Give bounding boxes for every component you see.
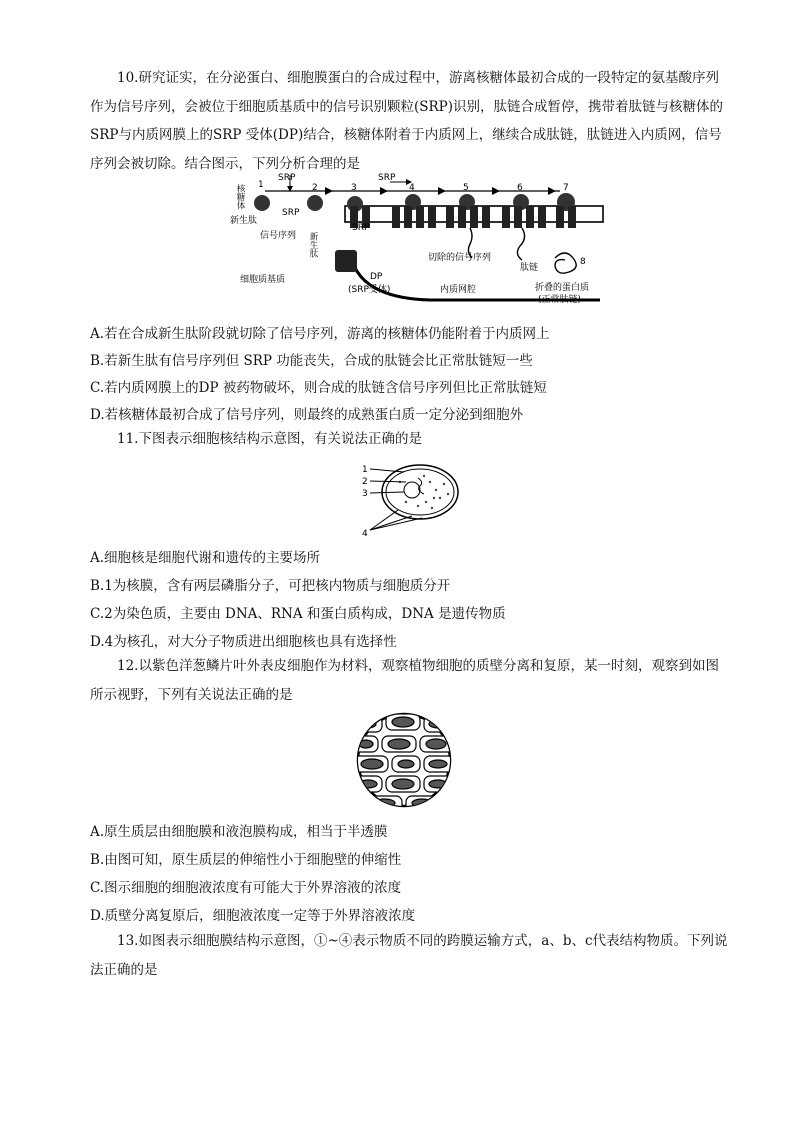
dp-receptor-label: (SRP受体) (348, 285, 391, 295)
step-label: 4 (409, 183, 415, 193)
nucleus-figure (360, 462, 470, 542)
cytoplasm-label: 细胞质基质 (240, 275, 286, 285)
question-13 (90, 927, 730, 984)
step-label: 1 (258, 180, 264, 190)
nucleus-label-4: 4 (362, 529, 368, 539)
question-12-option-c[interactable]: C.图示细胞的细胞液浓度有可能大于外界溶液的浓度 (90, 880, 402, 896)
question-12-option-d[interactable]: D.质壁分离复原后，细胞液浓度一定等于外界溶液浓度 (90, 908, 416, 924)
step-label: 5 (463, 183, 469, 193)
question-12-option-b[interactable]: B.由图可知，原生质层的伸缩性小于细胞壁的伸缩性 (90, 852, 402, 868)
question-10-option-b[interactable]: B.若新生肽有信号序列但 SRP 功能丧失，合成的肽链会比正常肽链短一些 (90, 353, 533, 369)
normal-peptide-label: (正常肽链) (538, 295, 582, 305)
step-label: 7 (563, 183, 569, 193)
question-10-option-d[interactable]: D.若核糖体最初合成了信号序列，则最终的成熟蛋白质一定分泌到细胞外 (90, 407, 524, 423)
nucleus-label-1: 1 (362, 465, 368, 475)
question-10-option-c[interactable]: C.若内质网膜上的DP 被药物破坏，则合成的肽链含信号序列但比正常肽链短 (90, 380, 547, 396)
step-label: 2 (312, 183, 318, 193)
ribosome-label: 核糖体 (235, 184, 245, 210)
step-label: 3 (351, 183, 357, 193)
srp-pathway-figure (230, 170, 610, 312)
question-11-option-b[interactable]: B.1为核膜，含有两层磷脂分子，可把核内物质与细胞质分开 (90, 578, 451, 594)
question-11 (90, 425, 730, 454)
dp-label: DP (370, 272, 383, 282)
question-11-option-c[interactable]: C.2为染色质，主要由 DNA、RNA 和蛋白质构成，DNA 是遗传物质 (90, 606, 506, 622)
question-10-stem: 10.研究证实，在分泌蛋白、细胞膜蛋白的合成过程中，游离核糖体最初合成的一段特定的氨基酸序列作为信号序列，会被位于细胞质基质中的信号识别颗粒(SRP)识别，肽链合成暂停，携带着肽链与核糖体的SRP与内质网膜上的SRP 受体(DP)结合，核糖体附着于内质网上，继续合成肽链，肽链进入内质网，信号序列会被切除。结合图示，下列分析合理的是 (90, 70, 724, 172)
folded-protein-label: 折叠的蛋白质 (535, 283, 590, 293)
question-10 (90, 64, 730, 178)
cut-signal-label: 切除的信号序列 (428, 253, 492, 263)
question-10-option-a[interactable]: A.若在合成新生肽阶段就切除了信号序列，游离的核糖体仍能附着于内质网上 (90, 326, 550, 342)
er-lumen-label: 内质网腔 (440, 285, 477, 295)
step-label: 8 (580, 257, 586, 267)
step-label: 6 (517, 183, 523, 193)
nucleus-label-3: 3 (362, 489, 368, 499)
srp-label: SRP (378, 173, 396, 183)
question-11-option-d[interactable]: D.4为核孔，对大分子物质进出细胞核也具有选择性 (90, 634, 397, 650)
question-11-stem: 11.下图表示细胞核结构示意图，有关说法正确的是 (117, 431, 422, 447)
question-12 (90, 652, 730, 709)
new-peptide-label: 新生肽 (230, 216, 258, 226)
srp-label: SRP (278, 173, 296, 183)
srp-label: SRP (352, 223, 370, 233)
question-12-stem: 12.以紫色洋葱鳞片叶外表皮细胞作为材料，观察植物细胞的质壁分离和复原，某一时刻，观察到如图所示视野，下列有关说法正确的是 (90, 658, 719, 703)
peptide-chain-label: 肽链 (520, 263, 539, 273)
new-peptide-label-2: 新生肽 (308, 232, 318, 258)
srp-label: SRP (282, 208, 300, 218)
question-11-option-a[interactable]: A.细胞核是细胞代谢和遗传的主要场所 (90, 550, 321, 566)
question-13-stem: 13.如图表示细胞膜结构示意图，①~④表示物质不同的跨膜运输方式，a、b、c代表结构物质。下列说法正确的是 (90, 933, 728, 978)
signal-sequence-label: 信号序列 (260, 231, 297, 241)
plasmolysis-view-figure (356, 712, 452, 808)
question-12-option-a[interactable]: A.原生质层由细胞膜和液泡膜构成，相当于半透膜 (90, 824, 388, 840)
nucleus-label-2: 2 (362, 477, 368, 487)
